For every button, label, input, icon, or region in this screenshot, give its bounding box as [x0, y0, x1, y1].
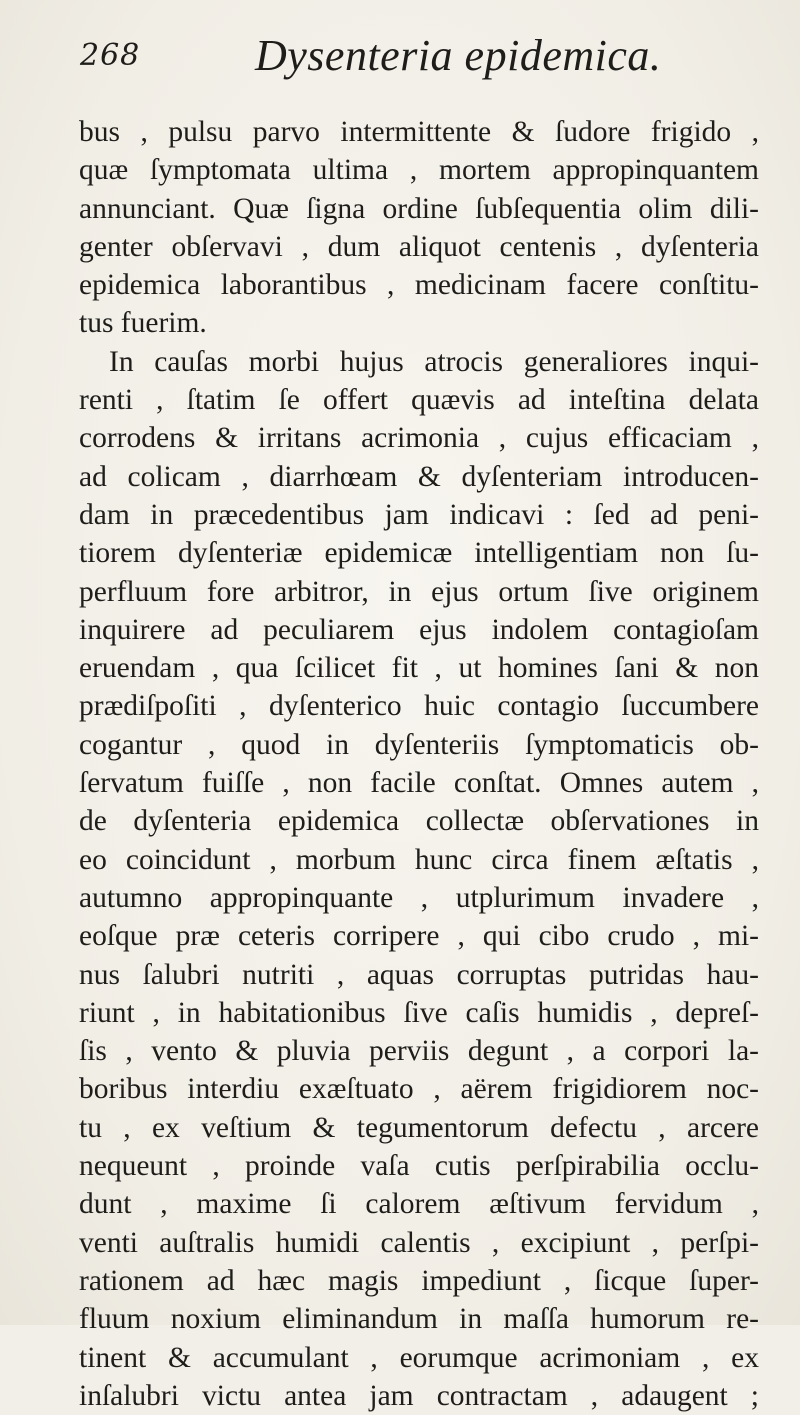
text-line: tu , ex veſtium & tegumentorum defectu , arcere: [79, 1111, 759, 1144]
text-line: tus fuerim.: [79, 307, 207, 340]
text-line: renti , ſtatim ſe offert quævis ad inteſtina delata: [79, 384, 759, 417]
text-line: rationem ad hæc magis impediunt , ſicque ſuper-: [79, 1264, 759, 1297]
text-line: venti auſtralis humidi calentis , excipiunt , perſpi-: [79, 1226, 759, 1259]
text-line: corrodens & irritans acrimonia , cujus efficaciam ,: [79, 422, 759, 455]
text-line: perfluum fore arbitror, in ejus ortum ſive originem: [79, 575, 759, 608]
page-header: [80, 30, 760, 90]
text-line: de dyſenteria epidemica collectæ obſervationes in: [79, 805, 759, 838]
text-line: nus ſalubri nutriti , aquas corruptas putridas hau-: [79, 958, 759, 991]
running-title: Dysenteria epidemica.: [255, 31, 662, 80]
text-line: ad colicam , diarrhœam & dyſenteriam introducen-: [79, 460, 759, 493]
text-line: genter obſervavi , dum aliquot centenis , dyſenteria: [79, 230, 759, 263]
text-line: fluum noxium eliminandum in maſſa humorum re-: [79, 1303, 759, 1336]
text-line: quæ ſymptomata ultima , mortem appropinquantem: [79, 154, 759, 187]
text-line: epidemica laborantibus , medicinam facere conſtitu-: [79, 269, 759, 302]
text-line: riunt , in habitationibus ſive caſis humidis , depreſ-: [79, 996, 759, 1029]
text-line: eo coincidunt , morbum hunc circa finem æſtatis ,: [79, 843, 759, 876]
page-number: 268: [80, 38, 141, 73]
text-line: inquirere ad peculiarem ejus indolem contagioſam: [79, 613, 759, 646]
text-line: dam in præcedentibus jam indicavi : ſed ad peni-: [79, 498, 759, 531]
text-line: ſis , vento & pluvia perviis degunt , a corpori la-: [79, 1035, 759, 1068]
text-line: tinent & accumulant , eorumque acrimoniam , ex: [79, 1341, 759, 1374]
text-line: annunciant. Quæ ſigna ordine ſubſequentia olim dili-: [79, 192, 759, 225]
text-line: eoſque præ ceteris corripere , qui cibo crudo , mi-: [79, 920, 759, 953]
text-line: ſervatum fuiſſe , non facile conſtat. Omnes autem ,: [79, 767, 759, 800]
text-line: dunt , maxime ſi calorem æſtivum fervidum ,: [79, 1188, 759, 1221]
text-line: boribus interdiu exæſtuato , aërem frigidiorem noc-: [79, 1073, 759, 1106]
text-line: inſalubri victu antea jam contractam , adaugent ;: [79, 1379, 759, 1412]
body-text: [79, 113, 759, 1415]
text-line: prædiſpoſiti , dyſenterico huic contagio ſuccumbere: [79, 690, 759, 723]
text-line: tiorem dyſenteriæ epidemicæ intelligentiam non ſu-: [79, 537, 759, 570]
text-line: eruendam , qua ſcilicet fit , ut homines ſani & non: [79, 652, 759, 685]
text-line: In cauſas morbi hujus atrocis generaliores inqui-: [109, 345, 759, 378]
text-line: cogantur , quod in dyſenteriis ſymptomaticis ob-: [79, 728, 759, 761]
text-line: autumno appropinquante , utplurimum invadere ,: [79, 881, 759, 914]
text-line: nequeunt , proinde vaſa cutis perſpirabilia occlu-: [79, 1150, 759, 1183]
text-line: bus , pulsu parvo intermittente & ſudore frigido ,: [79, 116, 759, 148]
